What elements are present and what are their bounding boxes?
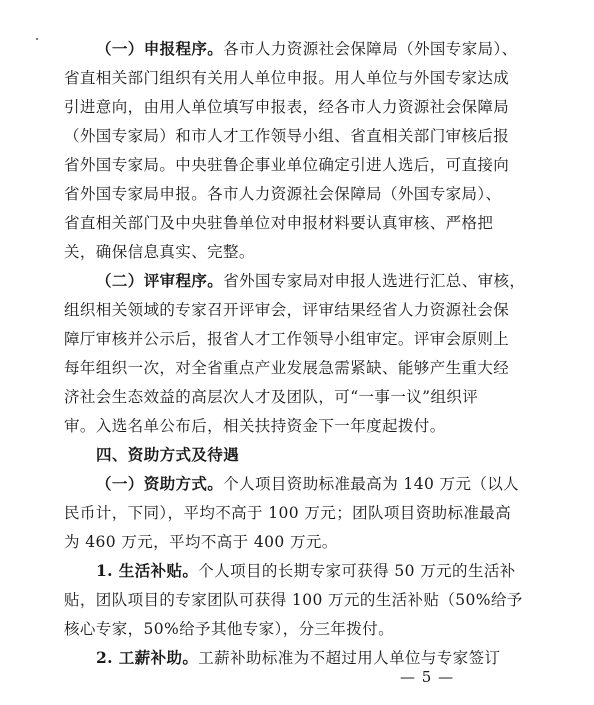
- paragraph-review-procedure: [64, 266, 526, 441]
- paragraph-funding-method: [64, 469, 520, 557]
- paragraph-line: 1. 生活补贴。个人项目的长期专家可获得 50 万元的生活补: [96, 561, 516, 580]
- paragraph-line: 障厅审核并公示后，报省人才工作领导小组审定。评审会原则上: [64, 330, 510, 348]
- paragraph-lead: 1. 生活补贴。: [96, 561, 199, 580]
- paragraph-line: 引进意向，由用人单位填写申报表，经各市人力资源社会保障局: [64, 98, 510, 116]
- paragraph-lead: （二）评审程序。: [96, 271, 224, 290]
- paragraph-line: 2. 工薪补助。工薪补助标准为不超过用人单位与专家签订: [96, 648, 501, 667]
- paragraph-line: 关，确保信息真实、完整。: [64, 243, 255, 261]
- paragraph-line: 省外国专家局申报。各市人力资源社会保障局（外国专家局）、: [64, 185, 502, 203]
- paragraph-lead: 2. 工薪补助。: [96, 648, 199, 667]
- paragraph-line: 审。入选名单公布后，相关扶持资金下一年度起拨付。: [64, 417, 446, 435]
- page-number: — 5 —: [400, 668, 455, 686]
- paragraph-lead: （一）资助方式。: [96, 474, 224, 493]
- paragraph-line: （二）评审程序。省外国专家局对申报人选进行汇总、审核，: [96, 271, 526, 290]
- section-heading: 四、资助方式及待遇: [96, 445, 240, 464]
- paragraph-application-procedure: [64, 34, 518, 267]
- paragraph-line: 济社会生态效益的高层次人才及团队，可“一事一议”组织评: [64, 388, 479, 406]
- scan-speck: [36, 38, 38, 40]
- paragraph-line: 核心专家，50%给予其他专家），分三年拨付。: [64, 620, 395, 638]
- paragraph-line: 民币计，下同），平均不高于 100 万元；团队项目资助标准最高: [64, 504, 512, 522]
- paragraph-line: （一）申报程序。各市人力资源社会保障局（外国专家局）、: [96, 39, 518, 58]
- paragraph-line: 每年组织一次，对全省重点产业发展急需紧缺、能够产生重大经: [64, 359, 510, 377]
- paragraph-living-subsidy: [64, 556, 523, 644]
- paragraph-line: 省外国专家局。中央驻鲁企事业单位确定引进人选后，可直接向: [64, 156, 510, 174]
- paragraph-line: （一）资助方式。个人项目资助标准最高为 140 万元（以人: [96, 474, 520, 493]
- paragraph-line: （外国专家局）和市人才工作领导小组、省直相关部门审核后报: [64, 127, 510, 145]
- paragraph-line: 省直相关部门组织有关用人单位申报。用人单位与外国专家达成: [64, 69, 510, 87]
- paragraph-line: 省直相关部门及中央驻鲁单位对申报材料要认真审核、严格把: [64, 214, 494, 232]
- paragraph-line: 为 460 万元，平均不高于 400 万元。: [64, 533, 338, 551]
- paragraph-line: 贴，团队项目的专家团队可获得 100 万元的生活补贴（50%给予: [64, 591, 523, 609]
- paragraph-lead: （一）申报程序。: [96, 39, 224, 58]
- paragraph-line: 组织相关领域的专家召开评审会，评审结果经省人力资源社会保: [64, 301, 510, 319]
